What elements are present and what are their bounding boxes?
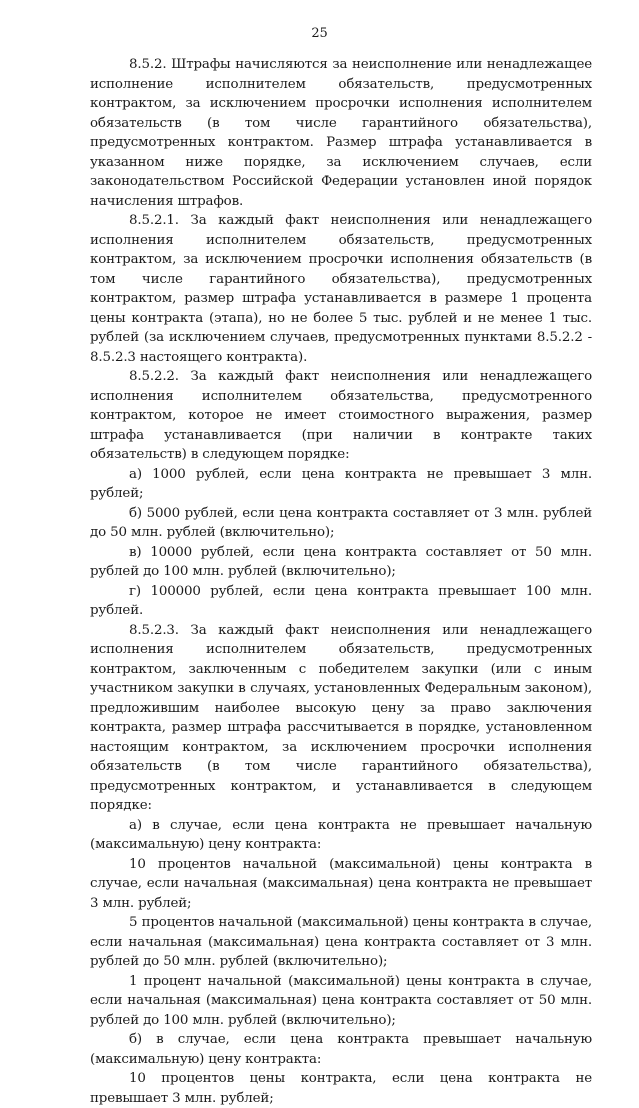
case-b: б) в случае, если цена контракта превышает начальную (максимальную) цену контракта: (90, 1032, 592, 1067)
paragraph-8-5-2-3: 8.5.2.3. За каждый факт неисполнения или ненадлежащего исполнения исполнителем обязательств, предусмотренных контрактом, заключенным с победителем закупки (или с иным участником закупки в случаях, установленных Федеральным законом), предложившим наиболее высокую цену за право заключения контракта, размер штрафа рассчитывается в порядке, установленном настоящим контрактом, за исключением просрочки исполнения обязательств (в том числе гарантийного обязательства), предусмотренных контрактом, и устанавливается в следующем порядке: (90, 622, 592, 813)
case-a-tier-10-percent: 10 процентов начальной (максимальной) цены контракта в случае, если начальная (максимальная) цена контракта не превышает 3 млн. рублей; (90, 856, 592, 911)
case-a-tier-5-percent: 5 процентов начальной (максимальной) цены контракта в случае, если начальная (максимальная) цена контракта составляет от 3 млн. рублей до 50 млн. рублей (включительно); (90, 915, 592, 969)
paragraph-8-5-2-1: 8.5.2.1. За каждый факт неисполнения или ненадлежащего исполнения исполнителем обязательств, предусмотренных контрактом, за исключением просрочки исполнения обязательств (в том числе гарантийного обязательства), предусмотренных контрактом, размер штрафа устанавливается в размере 1 процента цены контракта (этапа), но не более 5 тыс. рублей и не менее 1 тыс. рублей (за исключением случаев, предусмотренных пунктами 8.5.2.2 - 8.5.2.3 настоящего контракта). (90, 213, 592, 365)
document-body (90, 55, 592, 1108)
case-a-tier-1-percent: 1 процент начальной (максимальной) цены контракта в случае, если начальная (максимальная) цена контракта составляет от 50 млн. рублей до 100 млн. рублей (включительно); (90, 973, 592, 1028)
paragraph-8-5-2: 8.5.2. Штрафы начисляются за неисполнение или ненадлежащее исполнение исполнителем обязательств, предусмотренных контрактом, за исключением просрочки исполнения исполнителем обязательств (в том числе гарантийного обязательства), предусмотренных контрактом. Размер штрафа устанавливается в указанном ниже порядке, за исключением случаев, если законодательством Российской Федерации установлен иной порядок начисления штрафов. (90, 57, 592, 209)
case-a: а) в случае, если цена контракта не превышает начальную (максимальную) цену контракта: (90, 817, 592, 852)
paragraph-8-5-2-2: 8.5.2.2. За каждый факт неисполнения или ненадлежащего исполнения исполнителем обязательства, предусмотренного контрактом, которое не имеет стоимостного выражения, размер штрафа устанавливается (при наличии в контракте таких обязательств) в следующем порядке: (90, 369, 592, 462)
list-item-v: в) 10000 рублей, если цена контракта составляет от 50 млн. рублей до 100 млн. рублей (включительно); (90, 544, 592, 579)
list-item-a: а) 1000 рублей, если цена контракта не превышает 3 млн. рублей; (90, 466, 592, 501)
case-b-tier-10-percent: 10 процентов цены контракта, если цена контракта не превышает 3 млн. рублей; (90, 1071, 592, 1106)
list-item-b: б) 5000 рублей, если цена контракта составляет от 3 млн. рублей до 50 млн. рублей (включительно); (90, 505, 592, 540)
list-item-g: г) 100000 рублей, если цена контракта превышает 100 млн. рублей. (90, 583, 592, 618)
page-number: 25 (311, 26, 328, 41)
